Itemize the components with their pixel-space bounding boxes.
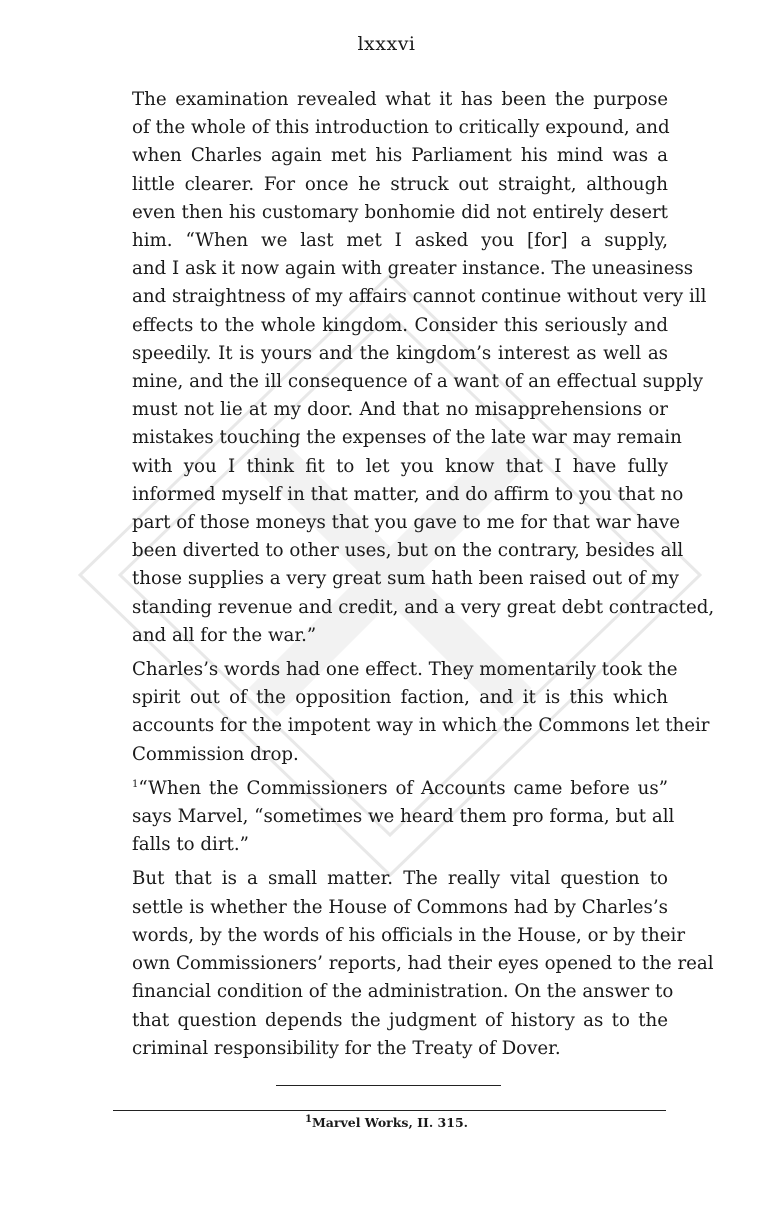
text-line: when Charles again met his Parliament his mind was a <box>132 145 668 167</box>
text-line: mine, and the ill consequence of a want of an effectual supply <box>132 371 704 393</box>
text-line: even then his customary bonhomie did not entirely desert <box>132 201 668 223</box>
text-line: says Marvel, “sometimes we heard them pro forma, but all <box>132 806 675 828</box>
text-line: mistakes touching the expenses of the late war may remain <box>132 427 682 449</box>
text-line: that question depends the judgment of history as to the <box>132 1009 668 1031</box>
text-line: must not lie at my door. And that no misapprehensions or <box>132 399 668 421</box>
text-line: spirit out of the opposition faction, and it is this which <box>132 687 668 709</box>
body-text <box>108 86 715 1063</box>
text-line: informed myself in that matter, and do affirm to you that no <box>132 483 684 505</box>
text-line: words, by the words of his officials in the House, or by their <box>132 924 686 946</box>
text-line: with you I think fit to let you know that I have fully <box>132 455 668 477</box>
text-line: of the whole of this introduction to critically expound, and <box>132 117 670 139</box>
text-line: But that is a small matter. The really vital question to <box>132 868 668 890</box>
text-line: Commission drop. <box>132 743 299 765</box>
section-divider <box>276 1085 501 1086</box>
footnote-marker: 1 <box>305 1113 312 1125</box>
text-line: accounts for the impotent way in which the Commons let their <box>132 715 710 737</box>
text-line: him. “When we last met I asked you [for] a supply, <box>132 230 668 252</box>
paragraph-2 <box>108 656 710 769</box>
text-line: falls to dirt.” <box>132 834 249 856</box>
text-line: effects to the whole kingdom. Consider this seriously and <box>132 314 668 336</box>
paragraph-4 <box>108 865 714 1062</box>
text-line: own Commissioners’ reports, had their eyes opened to the real <box>132 953 714 975</box>
text-line: part of those moneys that you gave to me for that war have <box>132 512 681 534</box>
text-line: The examination revealed what it has been the purpose <box>132 89 668 110</box>
text-line: criminal responsibility for the Treaty of Dover. <box>132 1037 561 1059</box>
footnote-rule <box>113 1110 666 1111</box>
footnote <box>0 1115 773 1130</box>
paragraph-1 <box>108 86 715 650</box>
text-line: those supplies a very great sum hath been raised out of my <box>132 568 679 590</box>
page-number: lxxxvi <box>357 33 416 55</box>
text-line: and straightness of my affairs cannot continue without very ill <box>132 286 707 308</box>
text-line: speedily. It is yours and the kingdom’s interest as well as <box>132 342 668 364</box>
text-line: been diverted to other uses, but on the contrary, besides all <box>132 540 684 562</box>
text-line: little clearer. For once he struck out straight, although <box>132 173 668 195</box>
paragraph-3-quote <box>108 775 675 860</box>
text-line: financial condition of the administration. On the answer to <box>132 981 674 1003</box>
text-line-content: “When the Commissioners of Accounts came before us” <box>138 777 668 799</box>
footnote-text: Marvel Works, II. 315. <box>311 1115 468 1130</box>
text-line <box>108 775 668 803</box>
text-line: and all for the war.” <box>132 624 317 646</box>
text-line: Charles’s words had one effect. They momentarily took the <box>132 659 678 681</box>
text-line: settle is whether the House of Commons had by Charles’s <box>132 896 668 918</box>
footnote-marker: 1 <box>132 778 139 790</box>
text-line: and I ask it now again with greater instance. The uneasiness <box>132 258 694 280</box>
text-line: standing revenue and credit, and a very great debt contracted, <box>132 596 715 618</box>
